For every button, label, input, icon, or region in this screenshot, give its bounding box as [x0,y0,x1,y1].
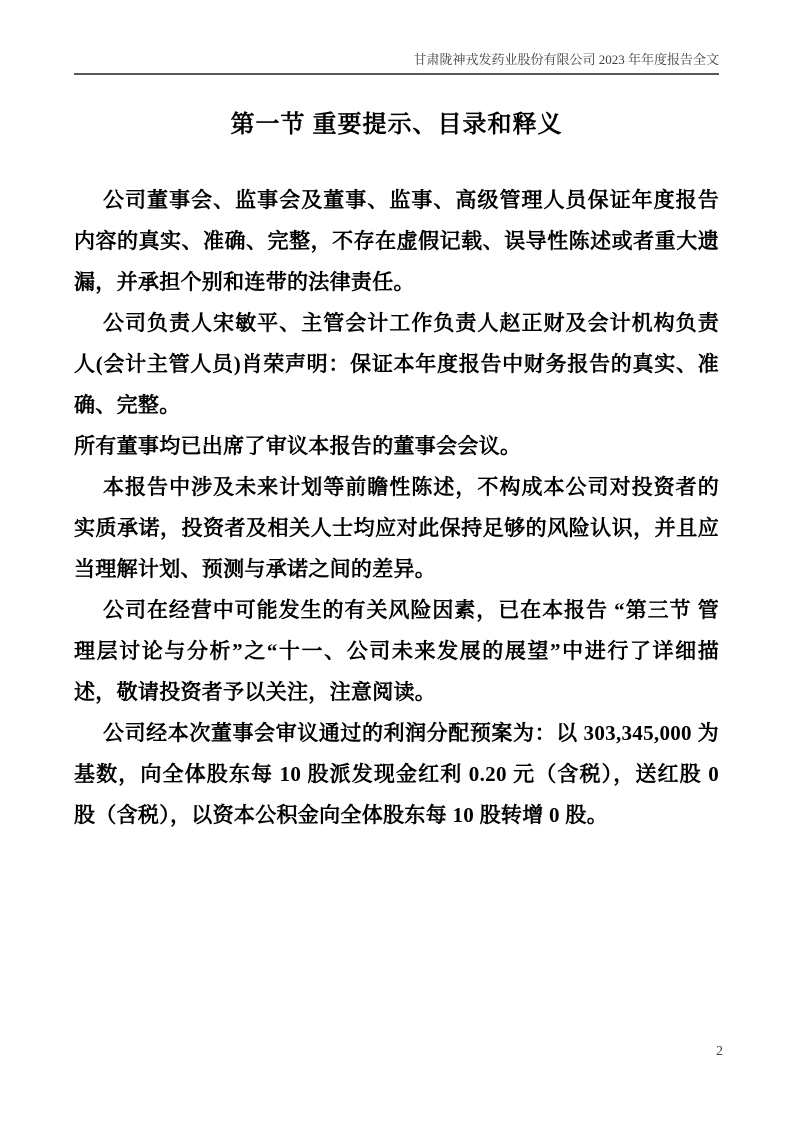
page-number: 2 [716,1044,723,1059]
paragraph-risk-factors: 公司在经营中可能发生的有关风险因素，已在本报告 “第三节 管理层讨论与分析”之“十一、公司未来发展的展望”中进行了详细描述，敬请投资者予以关注，注意阅读。 [74,598,719,704]
paragraph-board-guarantee: 公司董事会、监事会及董事、监事、高级管理人员保证年度报告内容的真实、准确、完整，不存在虚假记载、误导性陈述或者重大遗漏，并承担个别和连带的法律责任。 [74,188,719,294]
paragraph-profit-distribution-plan: 公司经本次董事会审议通过的利润分配预案为：以 303,345,000 为基数，向全体股东每 10 股派发现金红利 0.20 元（含税），送红股 0 股（含税），以资本公积金向全体股东每 10 股转增 0 股。 [74,721,719,827]
body-text [74,180,719,836]
page-content [74,0,719,836]
paragraph-forward-looking-statements: 本报告中涉及未来计划等前瞻性陈述，不构成本公司对投资者的实质承诺，投资者及相关人士均应对此保持足够的风险认识，并且应当理解计划、预测与承诺之间的差异。 [74,475,719,581]
section-title: 第一节 重要提示、目录和释义 [230,112,563,138]
header-report-title: 甘肃陇神戎发药业股份有限公司 2023 年年度报告全文 [413,52,719,67]
paragraph-directors-attendance: 所有董事均已出席了审议本报告的董事会会议。 [74,434,522,458]
page-header [74,0,719,75]
paragraph-responsible-persons: 公司负责人宋敏平、主管会计工作负责人赵正财及会计机构负责人(会计主管人员)肖荣声明：保证本年度报告中财务报告的真实、准确、完整。 [74,311,719,417]
